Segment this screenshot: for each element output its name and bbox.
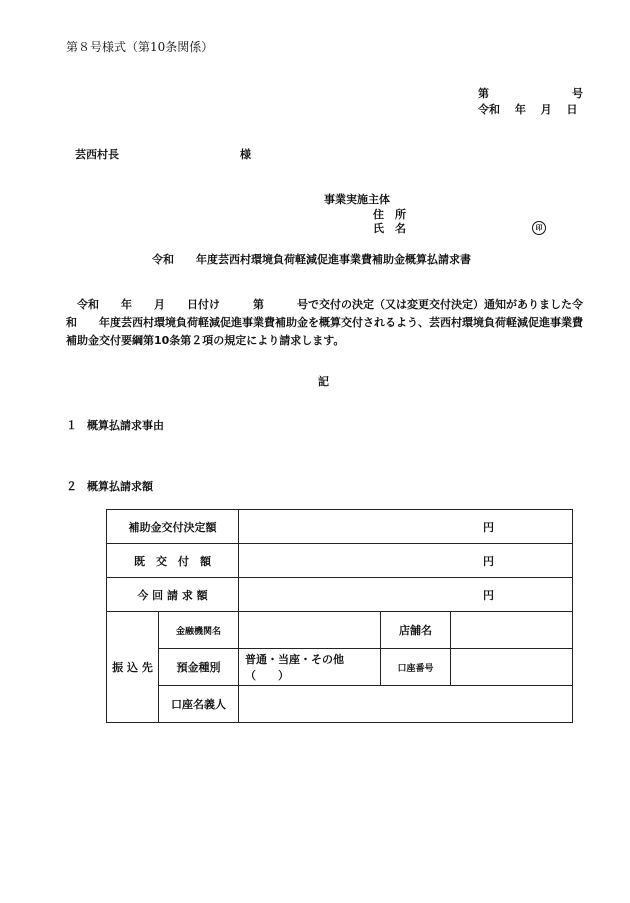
applicant-title: 事業実施主体 (324, 193, 390, 206)
account-type-options[interactable]: 普通・当座・その他（ ） (239, 649, 381, 686)
yen-unit: 円 (483, 554, 494, 568)
grant-decision-amount-label: 補助金交付決定額 (107, 510, 239, 544)
table-row (107, 686, 573, 723)
addressee-name: 芸西村長 (75, 148, 119, 161)
table-row (107, 510, 573, 544)
section-2-number: ２ (66, 480, 77, 493)
document-title: 令和 年度芸西村環境負荷軽減促進事業費補助金概算払請求書 (152, 253, 471, 266)
account-holder-label: 口座名義人 (159, 686, 239, 723)
bank-name-field[interactable] (239, 612, 381, 649)
section-1-number: １ (66, 419, 77, 432)
yen-unit: 円 (483, 588, 494, 602)
request-paragraph (66, 296, 586, 350)
current-request-amount-field[interactable] (239, 578, 573, 612)
grant-decision-amount-field[interactable] (239, 510, 573, 544)
transfer-destination-label: 振 込 先 (107, 612, 159, 723)
yen-unit: 円 (483, 520, 494, 534)
current-request-amount-label: 今 回 請 求 額 (107, 578, 239, 612)
section-2-label: 概算払請求額 (87, 480, 153, 493)
document-date: 令和 年 月 日 (478, 103, 578, 116)
table-row (107, 649, 573, 686)
section-1-label: 概算払請求事由 (87, 419, 164, 432)
account-number-field[interactable] (451, 649, 573, 686)
applicant-name-label: 氏 名 (373, 222, 406, 235)
addressee-honorific: 様 (240, 148, 251, 161)
request-paragraph-text: 令和 年 月 日付け 第 号で交付の決定（又は変更交付決定）通知がありました令和 年度芸西村環境負荷軽減促進事業費補助金を概算交付されるよう、芸西村環境負荷軽減促進事業費補助金交付要綱第10条第２項の規定により請求します。 (66, 298, 583, 347)
form-number: 第８号様式（第10条関係） (66, 40, 214, 54)
table-row (107, 578, 573, 612)
document-number-suffix: 号 (572, 87, 583, 100)
table-row (107, 544, 573, 578)
already-paid-amount-field[interactable] (239, 544, 573, 578)
table-row (107, 612, 573, 649)
request-amount-table (106, 509, 573, 723)
account-type-label: 預金種別 (159, 649, 239, 686)
document-number-prefix: 第 (478, 87, 489, 100)
seal-mark: 印 (532, 221, 546, 235)
branch-name-label: 店舗名 (381, 612, 451, 649)
branch-name-field[interactable] (451, 612, 573, 649)
bank-name-label: 金融機関名 (159, 612, 239, 649)
account-number-label: 口座番号 (381, 649, 451, 686)
account-holder-field[interactable] (239, 686, 573, 723)
applicant-address-label: 住 所 (373, 208, 406, 221)
ki-heading: 記 (318, 375, 329, 388)
already-paid-amount-label: 既 交 付 額 (107, 544, 239, 578)
